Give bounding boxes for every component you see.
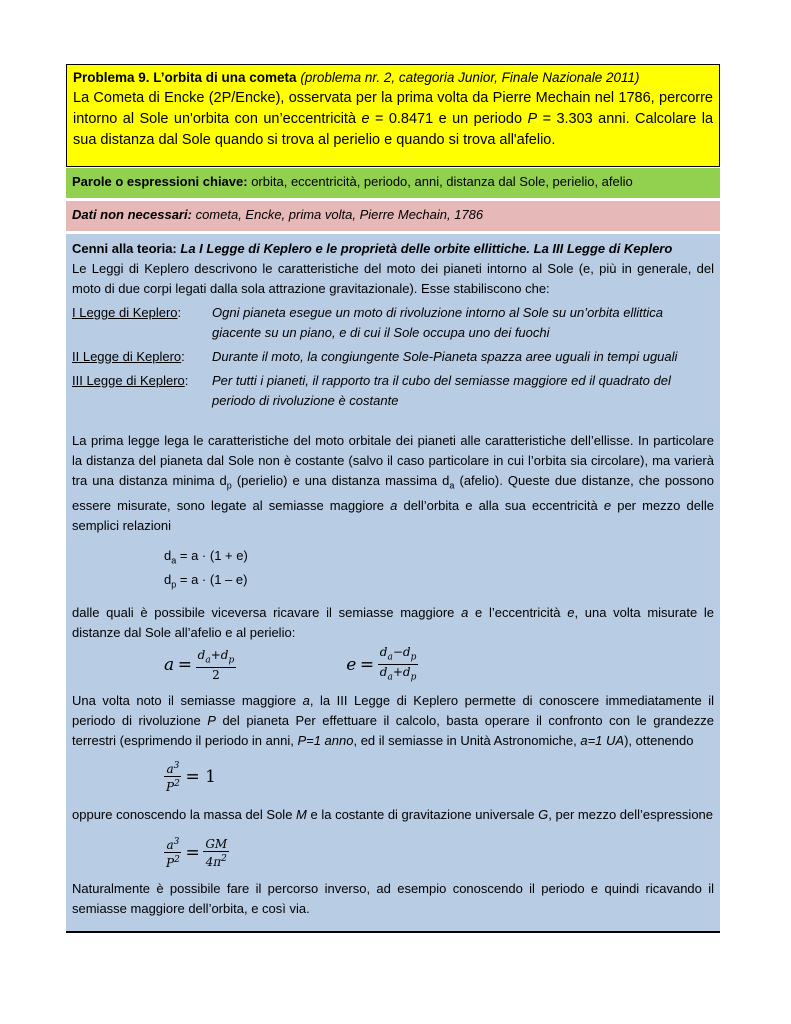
keywords-value: orbita, eccentricità, periodo, anni, distanza dal Sole, perielio, afelio bbox=[251, 174, 633, 189]
paragraph-third-law: Una volta noto il semiasse maggiore a, la III Legge di Keplero permette di conoscere immediatamente il periodo di rivoluzione P del pianeta Per effettuare il calcolo, basta operare il confronto con le grandezze terrestri (esprimendo il periodo in anni, P=1 anno, ed il semiasse in Unità Astronomiche, a=1 UA), ottenendo bbox=[72, 692, 714, 748]
kepler-law-2: II Legge di Keplero: Durante il moto, la congiungente Sole-Pianeta spazza aree uguali in tempi uguali bbox=[72, 349, 678, 364]
unneeded-data-box bbox=[66, 201, 720, 231]
theory-box bbox=[66, 234, 720, 933]
theory-heading: Cenni alla teoria: La I Legge di Keplero e le proprietà delle orbite ellittiche. La III Legge di Keplero bbox=[72, 241, 673, 256]
paragraph-inverse: dalle quali è possibile viceversa ricavare il semiasse maggiore a e l’eccentricità e, una volta misurate le distanze dal Sole all’afelio e al perielio: bbox=[72, 604, 714, 640]
paragraph-conclusion: Naturalmente è possibile fare il percorso inverso, ad esempio conoscendo il periodo e quindi ricavando il semiasse maggiore dell’orbita, e così via. bbox=[72, 880, 714, 916]
problem-header bbox=[73, 69, 713, 87]
paragraph-mass: oppure conoscendo la massa del Sole M e la costante di gravitazione universale G, per mezzo dell’espressione bbox=[72, 806, 714, 822]
kepler-law-1: I Legge di Keplero: Ogni pianeta esegue un moto di rivoluzione intorno al Sole su un’orbita ellittica giacente su un piano, e di cui il Sole occupa uno dei fuochi bbox=[72, 305, 663, 340]
problem-subtitle: (problema nr. 2, categoria Junior, Finale Nazionale 2011) bbox=[300, 70, 640, 85]
unneeded-value: cometa, Encke, prima volta, Pierre Mechain, 1786 bbox=[195, 207, 484, 222]
formula-a-e: a = $\frac{d_a+d_p}{2}$ e = $\frac{d_a-d_p}{d_a+d_p}$ bbox=[164, 644, 417, 683]
kepler-law-3: III Legge di Keplero: Per tutti i pianeti, il rapporto tra il cubo del semiasse maggiore ed il quadrato del periodo di rivoluzione è costante bbox=[72, 373, 671, 408]
formula-dp: $d_p = a \cdot (1 - e)$ bbox=[164, 572, 248, 590]
problem-box bbox=[66, 64, 720, 167]
document-page bbox=[66, 64, 720, 933]
problem-title: Problema 9. L’orbita di una cometa bbox=[73, 70, 297, 85]
problem-text: La Cometa di Encke (2P/Encke), osservata per la prima volta da Pierre Mechain nel 1786, percorre intorno al Sole un'orbita con un’eccentricità e = 0.8471 e un periodo P = 3.303 anni. Calcolare la sua distanza dal Sole quando si trova al perielio e quando si trova all'afelio. bbox=[73, 90, 714, 148]
theory-intro: Le Leggi di Keplero descrivono le caratteristiche del moto dei pianeti intorno al Sole (e, più in generale, del moto di due corpi legati dalla sola attrazione gravitazionale). Esse stabiliscono che: bbox=[72, 261, 714, 296]
formula-kepler3-gm: $\frac{a^3}{P^2}$ = $\frac{GM}{4\pi^2}$ bbox=[166, 836, 228, 871]
keywords-box bbox=[66, 168, 720, 198]
formula-da: $d_a = a \cdot (1 + e)$ bbox=[164, 547, 248, 566]
keywords-label: Parole o espressioni chiave: bbox=[72, 174, 248, 189]
formula-kepler3-unit: $\frac{a^3}{P^2}$ = 1 bbox=[166, 761, 216, 795]
unneeded-label: Dati non necessari: bbox=[72, 207, 192, 222]
paragraph-first-law: La prima legge lega le caratteristiche del moto orbitale dei pianeti alle caratteristiche dell’ellisse. In particolare la distanza del pianeta dal Sole non è costante (salvo il caso particolare in cui l’orbita sia circolare), ma varierà tra una distanza minima $d_p$ (perielio) e una distanza massima $d_a$ (afelio). Queste due distanze, che possono essere misurate, sono legate al semiasse maggiore a dell’orbita e alla sua eccentricità e per mezzo delle semplici relazioni bbox=[72, 433, 714, 533]
